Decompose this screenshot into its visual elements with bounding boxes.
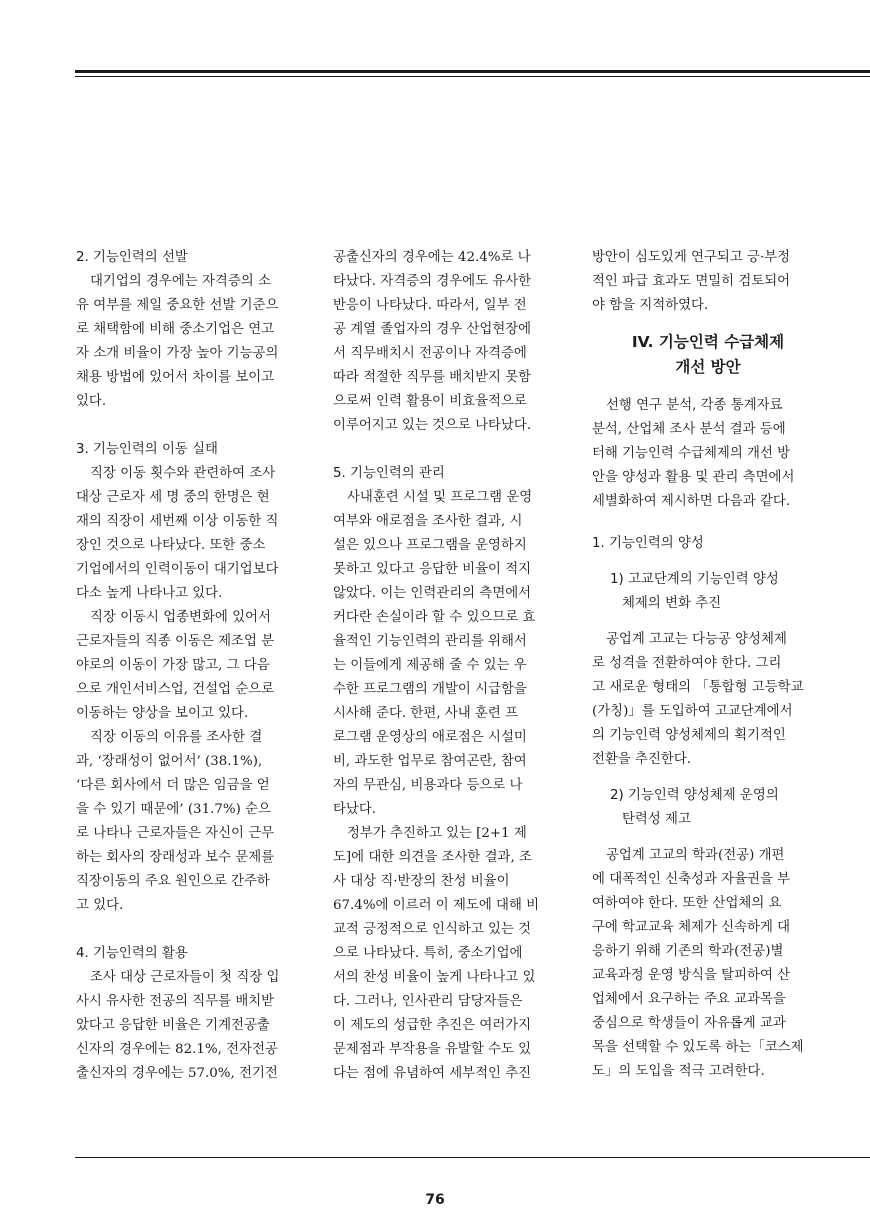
text-line: 직장 이동시 업종변화에 있어서 [90, 610, 271, 625]
text-line: 유 여부를 제일 중요한 선발 기준으 [76, 298, 279, 313]
text-line: 도]에 대한 의견을 조사한 결과, 조 [333, 850, 532, 865]
item-heading-line: 체제의 변화 추진 [622, 596, 722, 611]
text-line: 반응이 나타났다. 따라서, 일부 전 [333, 298, 527, 313]
section-heading: 2. 기능인력의 선발 [76, 250, 188, 265]
text-line: 비, 과도한 업무로 참여곤란, 참여 [333, 754, 527, 769]
text-line: 못하고 있다고 응답한 비율이 적지 [333, 562, 532, 577]
text-line: 여부와 애로점을 조사한 결과, 시 [333, 514, 523, 529]
text-line: 따라 적절한 직무를 배치받지 못함 [333, 370, 532, 385]
text-line: 커다란 손실이라 할 수 있으므로 효 [333, 610, 536, 625]
text-line: 출신자의 경우에는 57.0%, 전기전 [76, 1066, 278, 1081]
text-line: 고 새로운 형태의 「통합형 고등학교 [592, 680, 804, 695]
paragraph-gap [333, 438, 565, 462]
text-line: 으로써 인력 활용이 비효율적으로 [333, 394, 527, 409]
text-line: 근로자들의 직종 이동은 제조업 분 [76, 634, 275, 649]
section-heading: 5. 기능인력의 관리 [333, 466, 445, 481]
text-line: 의 기능인력 양성체제의 획기적인 [592, 728, 786, 743]
text-line: 서 직무배치시 전공이나 자격증에 [333, 346, 527, 361]
section-heading: 1. 기능인력의 양성 [592, 536, 704, 551]
text-line: 았다고 응답한 비율은 기계전공출 [76, 1018, 270, 1033]
text-line: 에 대폭적인 신축성과 자율권을 부 [592, 872, 791, 887]
text-line: 재의 직장이 세번째 이상 이동한 직 [76, 514, 279, 529]
text-line: 정부가 추진하고 있는 [2+1 제 [347, 826, 527, 841]
text-line: 교적 긍정적으로 인식하고 있는 것 [333, 922, 532, 937]
item2-heading [592, 784, 824, 832]
text-line: 는 이들에게 제공해 줄 수 있는 우 [333, 658, 527, 673]
text-line: 대기업의 경우에는 자격증의 소 [90, 274, 271, 289]
right-intro [592, 246, 824, 318]
text-line: 설은 있으나 프로그램을 운영하지 [333, 538, 527, 553]
text-line: 업체에서 요구하는 주요 교과목을 [592, 992, 786, 1007]
text-line: (가칭)」를 도입하여 고교단계에서 [592, 704, 793, 719]
text-line: 교육과정 운영 방식을 탈피하여 산 [592, 968, 791, 983]
text-line: 신자의 경우에는 82.1%, 전자전공 [76, 1042, 278, 1057]
left-column [76, 246, 312, 1086]
section-heading: 3. 기능인력의 이동 실태 [76, 442, 218, 457]
text-line: 시사해 준다. 한편, 사내 훈련 프 [333, 706, 519, 721]
text-line: 이 제도의 성급한 추진은 여러가지 [333, 1018, 532, 1033]
text-line: 으로 개인서비스업, 건설업 순으로 [76, 682, 275, 697]
text-line: 공출신자의 경우에는 42.4%로 나 [333, 250, 531, 265]
text-line: 도」의 도입을 적극 고려한다. [592, 1064, 765, 1079]
text-line: 있다. [76, 394, 107, 409]
text-line: 응하기 위해 기존의 학과(전공)별 [592, 944, 784, 959]
item1-body [592, 628, 824, 772]
text-line: 구에 학교교육 체제가 신속하게 대 [592, 920, 791, 935]
text-line: 다소 높게 나타나고 있다. [76, 586, 223, 601]
text-line: 야 함을 지적하였다. [592, 298, 709, 313]
item-heading-line: 탄력성 제고 [622, 812, 691, 827]
text-line: 다. 그러나, 인사관리 담당자들은 [333, 994, 523, 1009]
text-line: 야로의 이동이 가장 많고, 그 다음 [76, 658, 270, 673]
text-line: 자 소개 비율이 가장 높아 기능공의 [76, 346, 279, 361]
text-line: 공 계열 졸업자의 경우 산업현장에 [333, 322, 532, 337]
text-line: 타났다. 자격증의 경우에도 유사한 [333, 274, 532, 289]
text-line: 세별화하여 제시하면 다음과 같다. [592, 494, 791, 509]
footer-rule [75, 1157, 870, 1158]
item-heading-line: 1) 고교단계의 기능인력 양성 [610, 572, 779, 587]
text-line: 조사 대상 근로자들이 첫 직장 입 [90, 970, 280, 985]
text-line: 직장이동의 주요 원인으로 간주하 [76, 874, 270, 889]
page-number: 76 [425, 1192, 445, 1208]
text-line: 으로 나타났다. 특히, 중소기업에 [333, 946, 523, 961]
text-line: 중심으로 학생들이 자유롭게 교과 [592, 1016, 786, 1031]
text-line: 사내훈련 시설 및 프로그램 운영 [347, 490, 533, 505]
text-line: 방안이 심도있게 연구되고 긍·부정 [592, 250, 791, 265]
text-line: 안을 양성과 활용 및 관리 측면에서 [592, 470, 795, 485]
item1-heading [592, 568, 824, 616]
text-line: 서의 찬성 비율이 높게 나타나고 있 [333, 970, 536, 985]
header-rule-thin [75, 76, 870, 77]
text-line: 로 채택함에 비해 중소기업은 연고 [76, 322, 275, 337]
text-line: 여하여야 한다. 또한 산업체의 요 [592, 896, 782, 911]
middle-column [333, 246, 565, 1086]
section-heading: 4. 기능인력의 활용 [76, 946, 188, 961]
text-line: 공업계 고교는 다능공 양성체제 [606, 632, 787, 647]
text-line: 과, ‘장래성이 없어서’ (38.1%), [76, 754, 263, 769]
text-line: 67.4%에 이르러 이 제도에 대해 비 [333, 898, 540, 913]
text-line: 하는 회사의 장래성과 보수 문제를 [76, 850, 275, 865]
text-line: 이루어지고 있는 것으로 나타났다. [333, 418, 532, 433]
text-line: 로 성격을 전환하여야 한다. 그리 [592, 656, 782, 671]
text-line: 기업에서의 인력이동이 대기업보다 [76, 562, 279, 577]
text-line: 문제점과 부작용을 유발할 수도 있 [333, 1042, 532, 1057]
right-column [592, 246, 824, 1084]
text-line: 선행 연구 분석, 각종 통계자료 [606, 398, 783, 413]
text-line: 다는 점에 유념하여 세부적인 추진 [333, 1066, 532, 1081]
text-line: 로그램 운영상의 애로점은 시설미 [333, 730, 527, 745]
text-line: 고 있다. [76, 898, 124, 913]
text-line: 을 수 있기 때문에’ (31.7%) 순으 [76, 802, 271, 817]
paragraph-gap [76, 414, 312, 438]
text-line: 전환을 추진한다. [592, 752, 692, 767]
text-line: 장인 것으로 나타났다. 또한 중소 [76, 538, 266, 553]
item2-body [592, 844, 824, 1084]
text-line: 적인 파급 효과도 면밀히 검토되어 [592, 274, 791, 289]
text-line: 직장 이동 횟수와 관련하여 조사 [90, 466, 276, 481]
text-line: 터해 기능인력 수급체제의 개선 방 [592, 446, 791, 461]
chapter-intro [592, 394, 824, 514]
text-line: 목을 선택할 수 있도록 하는「코스제 [592, 1040, 804, 1055]
text-line: 사 대상 직·반장의 찬성 비율이 [333, 874, 510, 889]
text-line: 공업계 고교의 학과(전공) 개편 [606, 848, 785, 863]
text-line: 자의 무관심, 비용과다 등으로 나 [333, 778, 523, 793]
text-line: 채용 방법에 있어서 차이를 보이고 [76, 370, 275, 385]
text-line: 율적인 기능인력의 관리를 위해서 [333, 634, 527, 649]
text-line: 이동하는 양상을 보이고 있다. [76, 706, 249, 721]
text-line: 타났다. [333, 802, 377, 817]
text-line: 않았다. 이는 인력관리의 측면에서 [333, 586, 532, 601]
text-line: 로 나타나 근로자들은 자신이 근무 [76, 826, 275, 841]
item-heading-line: 2) 기능인력 양성체제 운영의 [610, 788, 779, 803]
text-line: 수한 프로그램의 개발이 시급함을 [333, 682, 527, 697]
chapter-heading-line: 개선 방안 [675, 358, 741, 376]
header-rule-thick [75, 70, 870, 73]
paragraph-gap [76, 918, 312, 942]
text-line: 분석, 산업체 조사 분석 결과 등에 [592, 422, 786, 437]
text-line: 사시 유사한 전공의 직무를 배치받 [76, 994, 275, 1009]
chapter-heading-line: IV. 기능인력 수급체제 [631, 333, 785, 351]
text-line: 대상 근로자 세 명 중의 한명은 현 [76, 490, 270, 505]
text-line: 직장 이동의 이유를 조사한 결 [90, 730, 263, 745]
text-line: ‘다른 회사에서 더 많은 임금을 얻 [76, 778, 270, 793]
chapter-heading [592, 330, 824, 380]
